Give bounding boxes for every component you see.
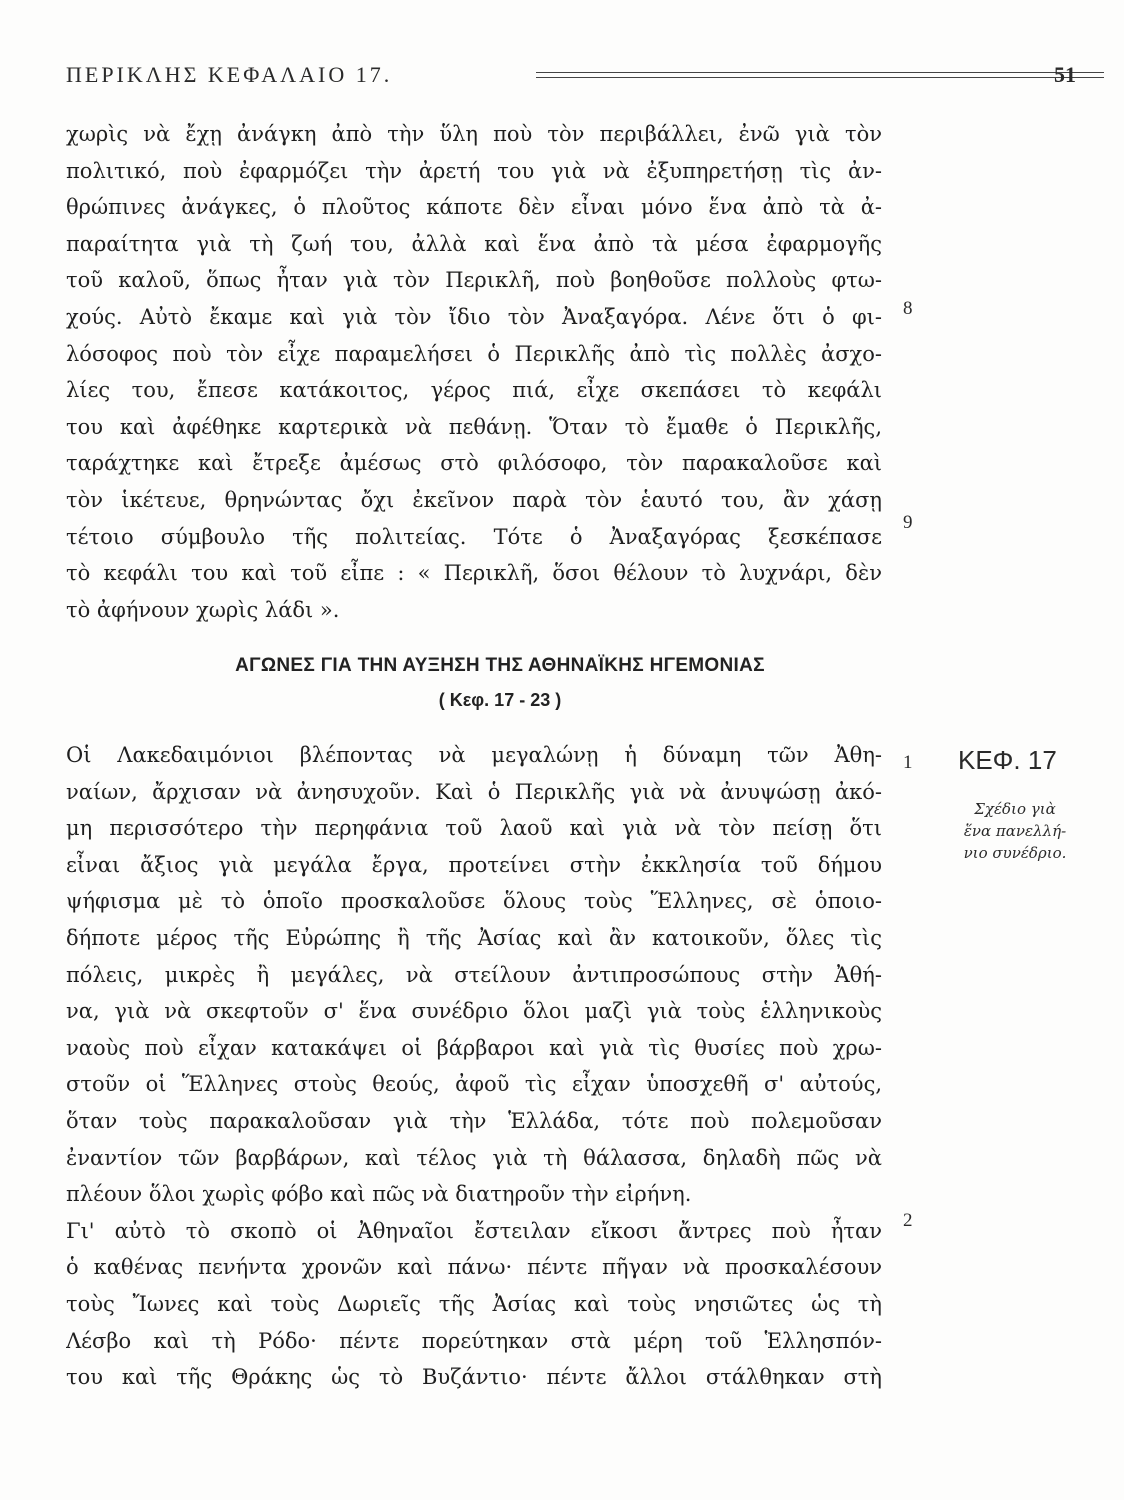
margin-verse-number: 2: [903, 1210, 913, 1231]
margin-verse-number: 8: [903, 298, 913, 319]
text-line: τὸν ἱκέτευε, θρηνώντας ὄχι ἐκεῖνον παρὰ τὸν ἑαυτό του, ἂν χάσῃ: [66, 487, 882, 512]
text-line: ταράχτηκε καὶ ἔτρεξε ἀμέσως στὸ φιλόσοφο, τὸν παρακαλοῦσε καὶ: [66, 451, 882, 476]
header-double-rule: [536, 72, 1104, 78]
text-line: τοῦ καλοῦ, ὅπως ἦταν γιὰ τὸν Περικλῆ, ποὺ βοηθοῦσε πολλοὺς φτω-: [66, 268, 882, 293]
text-line: πόλεις, μικρὲς ἢ μεγάλες, νὰ στείλουν ἀντιπροσώπους στὴν Ἀθή-: [66, 962, 882, 987]
text-line: τὸ ἀφήνουν χωρὶς λάδι ».: [66, 597, 340, 622]
text-line: ἐναντίον τῶν βαρβάρων, καὶ τέλος γιὰ τὴ θάλασσα, δηλαδὴ πῶς νὰ: [66, 1145, 882, 1170]
text-line: του καὶ τῆς Θράκης ὡς τὸ Βυζάντιο· πέντε ἄλλοι στάλθηκαν στὴ: [66, 1365, 882, 1390]
text-line: ὁ καθένας πενήντα χρονῶν καὶ πάνω· πέντε πῆγαν νὰ προσκαλέσουν: [66, 1255, 882, 1280]
text-line: χούς. Αὐτὸ ἔκαμε καὶ γιὰ τὸν ἴδιο τὸν Ἀναξαγόρα. Λένε ὅτι ὁ φι-: [66, 304, 882, 329]
margin-verse-number: 1: [903, 752, 913, 773]
text-line: χωρὶς νὰ ἔχῃ ἀνάγκη ἀπὸ τὴν ὕλη ποὺ τὸν περιβάλλει, ἐνῶ γιὰ τὸν: [66, 122, 882, 146]
text-line: πολιτικό, ποὺ ἐφαρμόζει τὴν ἀρετή του γιὰ νὰ ἐξυπηρετήσῃ τὶς ἀν-: [66, 158, 882, 183]
text-line: ναίων, ἄρχισαν νὰ ἀνησυχοῦν. Καὶ ὁ Περικλῆς γιὰ νὰ ἀνυψώσῃ ἀκό-: [66, 779, 882, 804]
text-line: τέτοιο σύμβουλο τῆς πολιτείας. Τότε ὁ Ἀναξαγόρας ξεσκέπασε: [66, 524, 882, 549]
text-line: τὸ κεφάλι του καὶ τοῦ εἶπε : « Περικλῆ, ὅσοι θέλουν τὸ λυχνάρι, δὲν: [66, 561, 882, 586]
page-number: 51: [1054, 62, 1076, 87]
text-line: τοὺς Ἴωνες καὶ τοὺς Δωριεῖς τῆς Ἀσίας καὶ τοὺς νησιῶτες ὡς τὴ: [66, 1291, 882, 1316]
margin-verse-number: 9: [903, 512, 913, 533]
text-line: θρώπινες ἀνάγκες, ὁ πλοῦτος κάποτε δὲν εἶναι μόνο ἕνα ἀπὸ τὰ ἀ-: [66, 195, 882, 220]
text-line: παραίτητα γιὰ τὴ ζωή του, ἀλλὰ καὶ ἕνα ἀπὸ τὰ μέσα ἐφαρμογῆς: [66, 231, 882, 256]
running-header: [66, 60, 1076, 90]
text-line: να, γιὰ νὰ σκεφτοῦν σ' ἕνα συνέδριο ὅλοι μαζὶ γιὰ τοὺς ἑλληνικοὺς: [66, 999, 882, 1024]
text-line: μη περισσότερο τὴν περηφάνια τοῦ λαοῦ καὶ γιὰ νὰ τὸν πείσῃ ὅτι: [66, 816, 882, 841]
text-line: εἶναι ἄξιος γιὰ μεγάλα ἔργα, προτείνει στὴν ἐκκλησία τοῦ δήμου: [66, 852, 882, 877]
section-heading: ΑΓΩΝΕΣ ΓΙΑ ΤΗΝ ΑΥΞΗΣΗ ΤΗΣ ΑΘΗΝΑΪΚΗΣ ΗΓΕΜΟΝΙΑΣ: [235, 655, 765, 676]
side-note-line: Σχέδιο γιὰ: [974, 800, 1056, 818]
text-line: ὅταν τοὺς παρακαλοῦσαν γιὰ τὴν Ἑλλάδα, τότε ποὺ πολεμοῦσαν: [66, 1108, 882, 1133]
side-note-line: ἕνα πανελλή-: [963, 822, 1067, 840]
text-line: Οἱ Λακεδαιμόνιοι βλέποντας νὰ μεγαλώνῃ ἡ δύναμη τῶν Ἀθη-: [66, 743, 882, 767]
text-line: Λέσβο καὶ τὴ Ρόδο· πέντε πορεύτηκαν στὰ μέρη τοῦ Ἑλλησπόν-: [66, 1328, 882, 1353]
text-line: λόσοφος ποὺ τὸν εἶχε παραμελήσει ὁ Περικλῆς ἀπὸ τὶς πολλὲς ἀσχο-: [66, 341, 882, 366]
text-line: στοῦν οἱ Ἕλληνες στοὺς θεούς, ἀφοῦ τὶς εἶχαν ὑποσχεθῆ σ' αὐτούς,: [66, 1072, 882, 1097]
section-subheading: ( Κεφ. 17 - 23 ): [438, 690, 562, 710]
text-line: δήποτε μέρος τῆς Εὐρώπης ἢ τῆς Ἀσίας καὶ ἂν κατοικοῦν, ὅλες τὶς: [66, 925, 882, 950]
paragraph-2: [66, 737, 882, 1396]
side-note: [950, 798, 1080, 864]
text-line: ναοὺς ποὺ εἶχαν κατακάψει οἱ βάρβαροι καὶ γιὰ τὶς θυσίες ποὺ χρω-: [66, 1035, 882, 1060]
text-line: του καὶ ἀφέθηκε καρτερικὰ νὰ πεθάνῃ. Ὅταν τὸ ἔμαθε ὁ Περικλῆς,: [66, 414, 882, 439]
side-note-line: νιο συνέδριο.: [963, 844, 1067, 862]
text-line: Γι' αὐτὸ τὸ σκοπὸ οἱ Ἀθηναῖοι ἔστειλαν εἴκοσι ἄντρες ποὺ ἦταν: [66, 1218, 882, 1243]
text-line: πλέουν ὅλοι χωρὶς φόβο καὶ πῶς νὰ διατηροῦν τὴν εἰρήνη.: [66, 1182, 692, 1207]
running-header-title: ΠΕΡΙΚΛΗΣ ΚΕΦΑΛΑΙΟ 17.: [66, 62, 393, 87]
paragraph-1: [66, 116, 882, 628]
text-line: λίες του, ἔπεσε κατάκοιτος, γέρος πιά, εἶχε σκεπάσει τὸ κεφάλι: [66, 378, 882, 403]
text-line: ψήφισμα μὲ τὸ ὁποῖο προσκαλοῦσε ὅλους τοὺς Ἕλληνες, σὲ ὁποιο-: [66, 889, 882, 914]
side-chapter-label: ΚΕΦ. 17: [958, 745, 1057, 775]
